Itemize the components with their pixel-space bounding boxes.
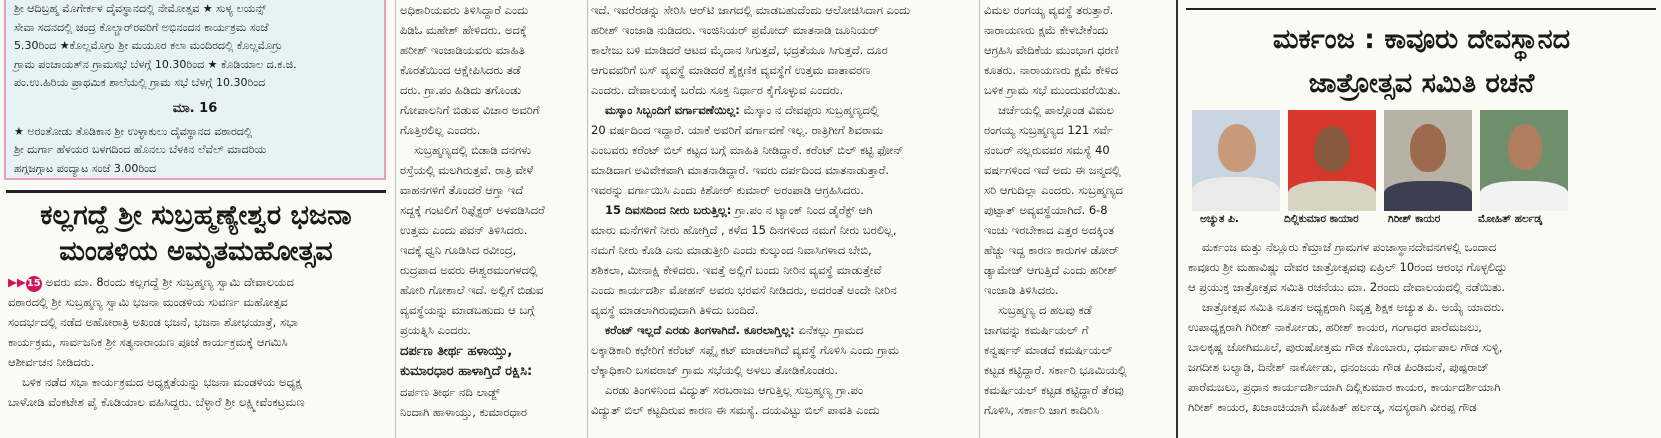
body-line: ವಾಹನಗಳಿಗೆ ತೊಂದರೆ ಆಗ್ತಾ ಇದೆ [400, 183, 524, 197]
page-number-badge: 15 [26, 276, 42, 292]
photo-caption: ಮೋಹಿತ್ ಹರ್ಲಡ್ಕ [1478, 213, 1542, 225]
body-line: ಡ್ಯಾಮೇಜ್ ಆಗುತ್ತಿದೆ ಎಂದು ಹರೀಶ್ [984, 263, 1118, 277]
body-line: ಕಮರ್ಷಿಯಲ್ ಕಟ್ಟಡ ಕಟ್ಟಿದ್ದಾರೆ ತೆರವು [984, 383, 1124, 397]
body-line: ಕಾವೂರು ಶ್ರೀ ಮಹಾವಿಷ್ಣು ದೇವರ ಜಾತ್ರೋತ್ಸವವು ಏಪ್ರಿಲ್ 10ರಂದ ಆರಂಭ ಗೊಳ್ಳಲಿದ್ದು [1188, 260, 1508, 274]
body-line: ಮಾಡಿದಾಗ ಅವಿವೇಕವಾಗಿ ಮಾತನಾಡಿದ್ದಾರೆ. ಇವರು ದರ್ಪದಿಂದ ಮಾತನಾಡುತ್ತಾರೆ. [591, 163, 889, 177]
body-line: ಎಂಬವರು ಕರೆಂಟ್ ಬಿಲ್ ಕಟ್ಟದ ಬಗ್ಗೆ ಮಾಹಿತಿ ನೀಡಿದ್ದಾರೆ. ಕರೆಂಟ್ ಬಿಲ್ ಕಟ್ಟಿ ಫೋನ್ [591, 143, 904, 157]
portrait-shirt [1288, 181, 1376, 211]
body-line [591, 320, 975, 340]
body-line: ಇದಕ್ಕೆ ಧ್ವನಿ ಗೂಡಿಸಿದ ರವೀಂದ್ರ, [400, 243, 517, 257]
portrait-photo [1288, 110, 1376, 211]
body-line: ವಠಾರದಲ್ಲಿ ಶ್ರೀ ಸುಬ್ರಹ್ಮಣ್ಯ ಸ್ವಾಮಿ ಭಜನಾ ಮಂಡಳಿಯ ಸುವರ್ಣ ಮಹೋತ್ಸವ [8, 295, 288, 309]
body-line: ವ್ಯವಸ್ಥೆ ಮಾಡಲಾಗಿರುವುದಾಗಿ ತಿಳಿದು ಬಂದಿದೆ. [591, 303, 759, 317]
column-2 [400, 0, 583, 438]
subheading: ಕುಮಾರಧಾರ ಹಾಳಾಗ್ತಿದೆ ರಕ್ಷಿಸಿ: [400, 364, 533, 379]
subheading: ದರ್ಪಣ ತೀರ್ಥ ಹಳಾಯ್ತು, [400, 344, 513, 359]
column-5 [1182, 0, 1661, 438]
body-line: ಲೆಕ್ಕಾಧಿಕಾರಿ ಬಸವರಾಜ್ ಗ್ರಾಮ ಸಭೆಯಲ್ಲಿ ಅಳಲು ತೋಡಿಕೊಂಡರು. [591, 363, 839, 377]
body-line: ಆಶೀರ್ವಚನ ನೀಡಿದರು. [8, 355, 95, 369]
body-line: ಜಗದೀಶ ಬಲ್ಯಾಡಿ, ದಿನೇಶ್ ನಾರ್ಕೋಡು, ಧನಂಜಯ ಗೌಡ ಪಿಂಡಿಮನೆ, ಪುಷ್ಪರಾಜ್ [1188, 360, 1489, 374]
body-line: ಹೆಚ್ಚು ಇದ್ದ ಕಾರಣ ಕಾರುಗಳ ಡೋರ್ [984, 243, 1119, 257]
body-line: ಕೂತರು. ನಾರಾಯಣರು ಕ್ಷಮೆ ಕೇಳಿದ [984, 63, 1119, 77]
article-headline-line2: ಜಾತ್ರೋತ್ಸವ ಸಮಿತಿ ರಚನೆ [1308, 68, 1535, 99]
body-line: ಮಾರು ಮನೆಗಳಿಗೆ ನೀರು ಹೋಗ್ತಿದೆ , ಕಳೆದ 15 ದಿನಗಳಿಂದ ನಮಗೆ ನೀರು ಬರಲಿಲ್ಲ, [591, 223, 897, 237]
column-rule [1176, 0, 1178, 438]
column-rule [395, 0, 396, 438]
body-line: ಚರ್ಚೆಯಲ್ಲಿ ಪಾಲ್ಗೊಂಡ ವಿಮಲ [998, 103, 1115, 117]
portrait-shirt [1480, 181, 1568, 211]
article-body [1188, 237, 1658, 417]
body-line: ಗೋಪಾಲನಿಗೆ ಬಿಡುವ ವಿಚಾರ ಅವರಿಗೆ [400, 103, 540, 117]
body-line: ವಿದ್ಯುತ್ ಬಿಲ್ ಕಟ್ಟದಿರುವ ಕಾರಣ ಈ ಸಮಸ್ಯೆ. ದಯವಿಟ್ಟು ಬಿಲ್ ಪಾವತಿ ಎಂದು [591, 403, 880, 417]
notice-line: 5.30ರಿಂದ ★ಕೊಲ್ಲಮೊಗ್ರು ಶ್ರೀ ಮಯೂರ ಕಲಾ ಮಂದಿರದಲ್ಲಿ ಕೊಲ್ಲಮೊಗ್ರು [14, 39, 283, 52]
photo-caption: ಅಚ್ಯುತ ಪಿ. [1200, 213, 1239, 225]
body-line: ಇಂಜಾಡಿ ತಿಳಿಸಿದರು. [984, 283, 1059, 297]
body-line: ಇಂಚು ಇರಬೇಕಾದ ಎತ್ತರ ಅದಕ್ಕಿಂತ [984, 223, 1115, 237]
body-line [591, 100, 975, 120]
body-line: ದರು. ಗ್ರಾ.ಪಂ ಹಿಡಿದು ತಗೊಂಡು [400, 83, 522, 97]
column-rule [587, 0, 588, 438]
body-line: ಅಧಿಕಾರಿಯವರು ತಿಳಿಸಿದ್ದಾರೆ ಎಂದು [400, 3, 529, 17]
portrait-photo [1480, 110, 1568, 211]
body-line: ಉತ್ತಮ ಎಂದು ಪವನ್ ತಿಳಿಸಿದರು. [400, 223, 528, 237]
date-heading: ಮಾ. 16 [172, 100, 218, 116]
body-line: ಪಿಡಿಓ ಮಹೇಶ್ ಹೇಳಿದರು. ಅದಕ್ಕೆ [400, 23, 527, 37]
body-line: ಹರೀಶ್ ಇಂಜಾಡಿ ನುಡಿದರು. ಇಂಜಿನಿಯರ್ ಪ್ರಮೋದ್ ಮಾತನಾಡಿ ಜೂನಿಯರ್ [591, 23, 879, 37]
article-body [8, 272, 386, 412]
divider [1186, 8, 1656, 10]
body-line-text: ಅವರು ಮಾ. 8ರಂದು ಕಲ್ಲಗದ್ದೆ ಶ್ರೀ ಸುಬ್ರಹ್ಮಣ್ಯ ಸ್ವಾಮಿ ದೇವಾಲಯದ [45, 275, 294, 289]
article-headline-line1: ಕಲ್ಲಗದ್ದೆ ಶ್ರೀ ಸುಬ್ರಹ್ಮಣ್ಯೇಶ್ವರ ಭಜನಾ [40, 200, 352, 231]
body-line: ಹರೀಶ್ ಇಂಜಾಡಿಯವರು ಮಾಹಿತಿ [400, 43, 525, 57]
body-line: ಬಳಿಕ ನಡೆದ ಸಭಾ ಕಾರ್ಯಕ್ರಮದ ಅಧ್ಯಕ್ಷತೆಯನ್ನು ಭಜನಾ ಮಂಡಳಿಯ ಅಧ್ಯಕ್ಷ [22, 375, 302, 389]
body-line: ಸರಿ ಆಗುದಿಲ್ಲಾ ಎಂದರು. ಸುಬ್ರಹ್ಮಣ್ಯದ [984, 183, 1123, 197]
portrait-face [1410, 124, 1446, 172]
body-line: ಎಂದು ಕಾರ್ಯದರ್ಶಿ ಮೋಹನ್ ಅವರು ಭರವಸೆ ನೀಡಿದರು, ಅದರಂತೆ ಅಂದೇ ನೀರಿನ [591, 283, 897, 297]
notice-line: ಶ್ರೀ ಆದಿಬ್ರಹ್ಮ ಮೊಗೇರ್ಕಳ ದೈವಸ್ಥಾನದಲ್ಲಿ ನೇಮೋತ್ಸವ ★ ಸುಳ್ಯ ಲಯನ್ಸ್ [14, 2, 267, 15]
body-line: ಸಂದರ್ಭದಲ್ಲಿ ನಡೆದ ಅಹೋರಾತ್ರಿ ಅಖಂಡ ಭಜನೆ, ಭಜನಾ ಶೋಭಯಾತ್ರೆ, ಸಭಾ [8, 315, 298, 329]
body-line: ಇದೆ. ಇವರೆರಡನ್ನು ಸೇರಿಸಿ ಆರ್‌ಟಿ ಜಾಗದಲ್ಲಿ ಮಾಡಬಹುದೆಂದು ಆಲೋಚಿಸಿದಾಗ ಎಂದು [591, 3, 911, 17]
body-line: ಸುಬ್ರಹ್ಮಣ್ಯ ದ ಹಲವು ಕಡೆ [998, 303, 1092, 317]
column-3 [591, 0, 975, 438]
body-line: ಸದ್ದಕ್ಕೆ ಗಂಟಲಿಗೆ ರಿಫ್ಲೆಕ್ಟರ್ ಅಳವಡಿಸಿದರೆ [400, 203, 545, 217]
events-notice-box [4, 0, 386, 180]
body-line: ಮರ್ಕಂಜ ಮತ್ತು ನೆಲ್ಲೂರು ಕೆಮ್ರಾಜೆ ಗ್ರಾಮಗಳ ಪಂಚಾಸ್ಥಾನದೇವನಗಳಲ್ಲಿ ಒಂದಾದ [1202, 240, 1497, 254]
photo-caption: ಗಿರೀಶ್ ಕಾಯರ [1388, 213, 1441, 225]
body-line: ಗೊಳಿಸಿ, ಸರ್ಕಾರಿ ಜಾಗ ಕಾದಿರಿಸಿ [984, 403, 1100, 417]
body-line: ಆ ಪ್ರಯುಕ್ತ ಜಾತ್ರೋತ್ಸವ ಸಮಿತಿ ರಚನೆಯು ಮಾ. 2ರಂದು ದೇವಾಲಯದಲ್ಲಿ ನಡೆಯಿತು. [1188, 280, 1506, 294]
notice-line: ಪಂ.ಉ.ಹಿರಿಯ ಪ್ರಾಥಮಿಕ ಶಾಲೆಯಲ್ಲಿ ಗ್ರಾಮ ಸಭೆ ಬೆಳಗ್ಗೆ 10.30ರಿಂದ [14, 76, 266, 89]
paragraph-lead: ಮಸ್ಕಾಂ ಸಿಬ್ಬಂದಿಗೆ ವರ್ಗಾವಣೆಯಿಲ್ಲ: [605, 103, 740, 117]
body-line: ಕಾರ್ಯಕ್ರಮ, ಸಾರ್ವಜನಿಕ ಶ್ರೀ ಸತ್ಯನಾರಾಯಣ ಪೂಜೆ ಕಾರ್ಯಕ್ರಮಕ್ಕೆ ಆಗಮಿಸಿ [8, 335, 288, 349]
paragraph-lead: ಕರೆಂಟ್ ಇಲ್ಲದೆ ಎರಡು ತಿಂಗಳಾಗಿದೆ. ಕೂರಲಾಗ್ತಿಲ್ಲ: [605, 323, 795, 337]
body-line: ಲಕ್ಕಾಡಿಕಾರಿ ಕಛೇರಿಗೆ ಕರೆಂಟ್ ಸಪ್ಲೈ ಕಟ್ ಮಾಡಲಾಗಿದೆ ವ್ಯವಸ್ಥೆ ಗೊಳಿಸಿ ಎಂದು ಗ್ರಾಮ [591, 343, 899, 357]
body-line: ಸುಬ್ರಹ್ಮಣ್ಯದಲ್ಲಿ ಬಿಡಾಡಿ ದನಗಳು [414, 143, 532, 157]
body-line: ಪುಟ್ಪಾತ್ ಅವ್ಯವಸ್ಥೆಯಾಗಿದೆ. 6-8 [984, 203, 1108, 217]
notice-line: ★ ಅರಂತೋಡು ತೊಡಿಕಾನ ಶ್ರೀ ಉಳ್ಳಾಕುಲು ದೈವಸ್ಥಾನದ ವಠಾರದಲ್ಲಿ [14, 124, 253, 138]
column-1 [0, 0, 392, 438]
body-line: ಉಪಾಧ್ಯಕ್ಷರಾಗಿ ಗಿರೀಶ್ ನಾರ್ಕೋಡು, ಹರೀಶ್ ಕಾಯರ, ಗಂಗಾಧರ ಪಾರೆಮಜಲು, [1188, 320, 1482, 334]
body-line: ಆಗ್ರಹಿಸಿ ವೇದಿಕೆಯ ಮುಂಭಾಗ ಧರಣಿ [984, 43, 1119, 57]
body-line: ಜಾಗವನ್ನು ಕಮರ್ಷಿಯಲ್ ಗೆ [984, 323, 1089, 337]
divider [6, 190, 386, 193]
body-line: ಪಾರೆಮಜಲು, ಪ್ರಧಾನ ಕಾರ್ಯದರ್ಶಿಯಾಗಿ ದಿಲ್ಲಿಕುಮಾರ ಕಾಯರ, ಕಾರ್ಯದರ್ಶಿಯಾಗಿ [1188, 380, 1501, 394]
body-line: ಇವರನ್ನು ವರ್ಗಾಯಿಸಿ ಎಂದು ಕಿಶೋರ್ ಕುಮಾರ್ ಅರಂಪಾಡಿ ಆಗ್ರಹಿಸಿದರು. [591, 183, 864, 197]
photo-strip [1188, 110, 1658, 228]
body-line-text: ಮೆಸ್ಕಾಂ ನ ದೇವಪ್ಪರು ಸುಬ್ರಹ್ಮಣ್ಯದಲ್ಲಿ [743, 103, 879, 117]
body-line: ಬಳಿಕ ಗ್ರಾಮ ಸಭೆ ಮುಂದುವರೆಯಿತು. [984, 83, 1121, 97]
body-line [591, 200, 975, 220]
body-line: ರುದ್ರಪಾದ ಅವರು ಈಶ್ವರಮಂಗಳದಲ್ಲಿ [400, 263, 538, 277]
notice-line: ಶ್ರೀ ದುರ್ಗಾ ಹೆಳಯರ ಬಳಗದಿಂದ ಹೊನಲು ಬೆಳಕಿನ ಲೆವೆಲ್ ಮಾದರಿಯ [14, 143, 267, 156]
body-line: ಪ್ರಯತ್ನಿಸಿ ಎಂದರು. [400, 323, 471, 337]
body-line-text: ಏನೆಕಲ್ಲು ಗ್ರಾಮದ [798, 323, 864, 337]
body-line: ಕಟ್ಟಡ ಕಟ್ಟಿದ್ದಾರೆ. ಸರ್ಕಾರಿ ಭೂಮಿಯಲ್ಲಿ [984, 363, 1127, 377]
portrait-shirt [1192, 177, 1280, 211]
body-line: ಕನ್ವರ್ಷನ್ ಮಾಡದೆ ಕಮರ್ಷಿಯಲ್ [984, 343, 1113, 357]
body-line: ಜಾತ್ರೋತ್ಸವ ಸಮಿತಿ ನೂತನ ಅಧ್ಯಕ್ಷರಾಗಿ ನಿವೃತ್ತ ಶಿಕ್ಷಕ ಅಚ್ಯುತ ಪಿ. ಅಯ್ಯೆ ಯಾದರು. [1202, 300, 1505, 314]
body-line: ಬಾಲಕೃಷ್ಣ ಜೋಗಿಮೂಲೆ, ಪುರುಷೋತ್ತಮ ಗೌಡ ಕೊಂಬಾರು, ಧರ್ಮಪಾಲ ಗೌಡ ಸುಳ್ಳಿ, [1188, 340, 1503, 354]
body-line: ಗೊತ್ತಿರಲಿಲ್ಲ ಎಂದರು. [400, 123, 481, 137]
body-line: ನಿಂದಾಗಿ ಹಾಳಾಯ್ತು, ಕುಮಾರಧಾರ [400, 405, 528, 419]
body-line: 20 ವರ್ಷದಿಂದ ಇದ್ದಾರೆ. ಯಾಕೆ ಅವರಿಗೆ ವರ್ಗಾವಣೆ ಇಲ್ಲ. ರಾತ್ರಿಗೀಗೆ ಶಿವರಾಮ [591, 123, 884, 137]
arrow-icon: ▶▶ [8, 275, 26, 289]
article-headline-line1: ಮರ್ಕಂಜ : ಕಾವೂರು ದೇವಸ್ಥಾನದ [1272, 24, 1571, 55]
body-line: ಕಾಲೇಜು ಬಳಿ ಮಾಡಿದರೆ ಆಟದ ಮೈದಾನ ಸಿಗುತ್ತದೆ, ಭದ್ರತೆಯೂ ಸಿಗುತ್ತದೆ. ದೂರ [591, 43, 888, 57]
body-line: ರಂಗಯ್ಯ ಸುಬ್ರಹ್ಮಣ್ಯದ 121 ಸರ್ವೆ [984, 123, 1113, 137]
body-line: ಹೋರಿ ಗೋಶಾಲೆ ಇದೆ. ಅಲ್ಲಿಗೆ ಬಿಡುವ [400, 283, 544, 297]
body-line: ಬಾಳೋಡಿ ವೆಂಕಟೇಶ ಪೈ ಕೊಡಿಯಾಲ ವಹಿಸಿದ್ದರು. ಬೆಳ್ಳಾರೆ ಶ್ರೀ ಲಕ್ಷ್ಮೀವೆಂಕಟ್ರಮಣ [8, 395, 305, 409]
portrait-photo [1192, 110, 1280, 211]
body-line: ಎರಡು ತಿಂಗಳಿನಿಂದ ವಿದ್ಯುತ್ ಸರಬರಾಜು ಆಗುತ್ತಿಲ್ಲ ಸುಬ್ರಹ್ಮಣ್ಯ ಗ್ರಾ.ಪಂ [605, 383, 863, 397]
body-line: ದರ್ಪಣ ತೀರ್ಥ ನದಿ ಲಾಡ್ಜ್ [400, 385, 500, 399]
portrait-face [1218, 124, 1256, 172]
body-line: ನಾರಾಯಣರು ಕ್ಷಮೆ ಕೇಳಬೇಕೆಂದು [984, 23, 1109, 37]
body-line: ಎಂದರು. ದೇವಾಲಯಕ್ಕೆ ಬರೆದು ಸೂಕ್ತ ನಿರ್ಧಾರ ಕೈಗೊಳ್ಳುವ ಎಂದರು. [591, 83, 844, 97]
portrait-photo [1384, 110, 1472, 211]
portrait-face [1508, 124, 1542, 170]
photo-caption: ದಿಲ್ಲಿಕುಮಾರ ಕಾಯಾರ [1284, 213, 1359, 225]
body-line: ಕೊರತೆಯಿಂದ ಆಕ್ಷೇಪಿಸಿದರು ತಡೆ [400, 63, 521, 77]
notice-line: ಹಗ್ಗಜಗ್ಗಾಟ ಪಂದ್ಯಾಟ ಸಂಜೆ 3.00ರಿಂದ [14, 161, 157, 175]
column-rule [979, 0, 980, 438]
body-line: ಶಶಿಕಲಾ, ಮೀನಾಕ್ಷಿ ಕೇಳಿದರು. ಇವತ್ತೆ ಅಲ್ಲಿಗೆ ಬಂದು ನೀರಿನ ವ್ಯವಸ್ಥೆ ಮಾಡುತ್ತೇವೆ [591, 263, 882, 277]
paragraph-lead: 15 ದಿವಸದಿಂದ ನೀರು ಬರುತ್ತಿಲ್ಲ: [605, 203, 732, 217]
body-line: ನಂಬರ್ ನಲ್ಲರುವವರ ಸಮಸ್ಯೆ 40 [984, 143, 1110, 157]
body-line: ವರ್ಷಗಳಿಂದ ಇದೆ ಅದು ಈ ಜನ್ಮದಲ್ಲಿ [984, 163, 1121, 177]
portrait-face [1314, 126, 1350, 172]
body-line: ಆಗುವವರಿಗೆ ಬಸ್ ವ್ಯವಸ್ಥೆ ಮಾಡಿದರೆ ಶೈಕ್ಷಣಿಕ ವ್ಯವಸ್ಥೆಗೆ ಉತ್ತಮ ವಾತಾವರಣ [591, 63, 871, 77]
body-line-text: ಗ್ರಾ.ಪಂ ನ ಟ್ಯಾಂಕ್ ನಿಂದ ಡೈರೆಕ್ಟ್ ಆಗಿ [735, 203, 873, 217]
body-line [8, 272, 386, 292]
body-line: ರಸ್ತೆಯಲ್ಲಿ ಮಲಗಿರುತ್ತವೆ. ರಾತ್ರಿ ವೇಳೆ [400, 163, 534, 177]
portrait-shirt [1384, 181, 1472, 211]
body-line: ವ್ಯವಸ್ಥೆಯನ್ನು ಮಾಡಬಹುದು ಆ ಬಗ್ಗೆ [400, 303, 535, 317]
body-line: ನಮಗೆ ನೀರು ಕೊಡಿ ಎನು ಮಾಡುತ್ತೀರಿ ಎಂದು ಕುಲ್ಕುಂದ ನಿವಾಸಿಗಳಾದ ಬೇಬಿ, [591, 243, 872, 257]
notice-line: ಗ್ರಾಮ ಪಂಚಾಯತ್‌ನ ಗ್ರಾಮಸಭೆ ಬೆಳಗ್ಗೆ 10.30ರಿಂದ ★ ಕೊಡಿಯಾಲ ದ.ಕ.ಜಿ. [14, 57, 297, 71]
notice-line: ಸೇವಾ ಸದನದಲ್ಲಿ ಚಂದ್ರ ಕೊಲ್ಚಾರ್‌ರವರಿಗೆ ಅಭಿನಂದನ ಕಾರ್ಯಕ್ರಮ ಸಂಜೆ [14, 20, 269, 34]
body-line: ವಿಮಲ ರಂಗಯ್ಯ ವ್ಯವಸ್ಥೆ ತರುತ್ತಾರೆ. [984, 3, 1114, 17]
body-line: ಗಿರೀಶ್ ಕಾಯರ, ಖಜಾಂಚಿಯಾಗಿ ಮೋಹಿತ್ ಹರ್ಲಡ್ಕ, ಸದಸ್ಯರಾಗಿ ವೀರಪ್ಪ ಗೌಡ [1188, 400, 1477, 414]
article-headline-line2: ಮಂಡಳಿಯ ಅಮೃತಮಹೋತ್ಸವ [59, 236, 333, 267]
column-4 [984, 0, 1171, 438]
